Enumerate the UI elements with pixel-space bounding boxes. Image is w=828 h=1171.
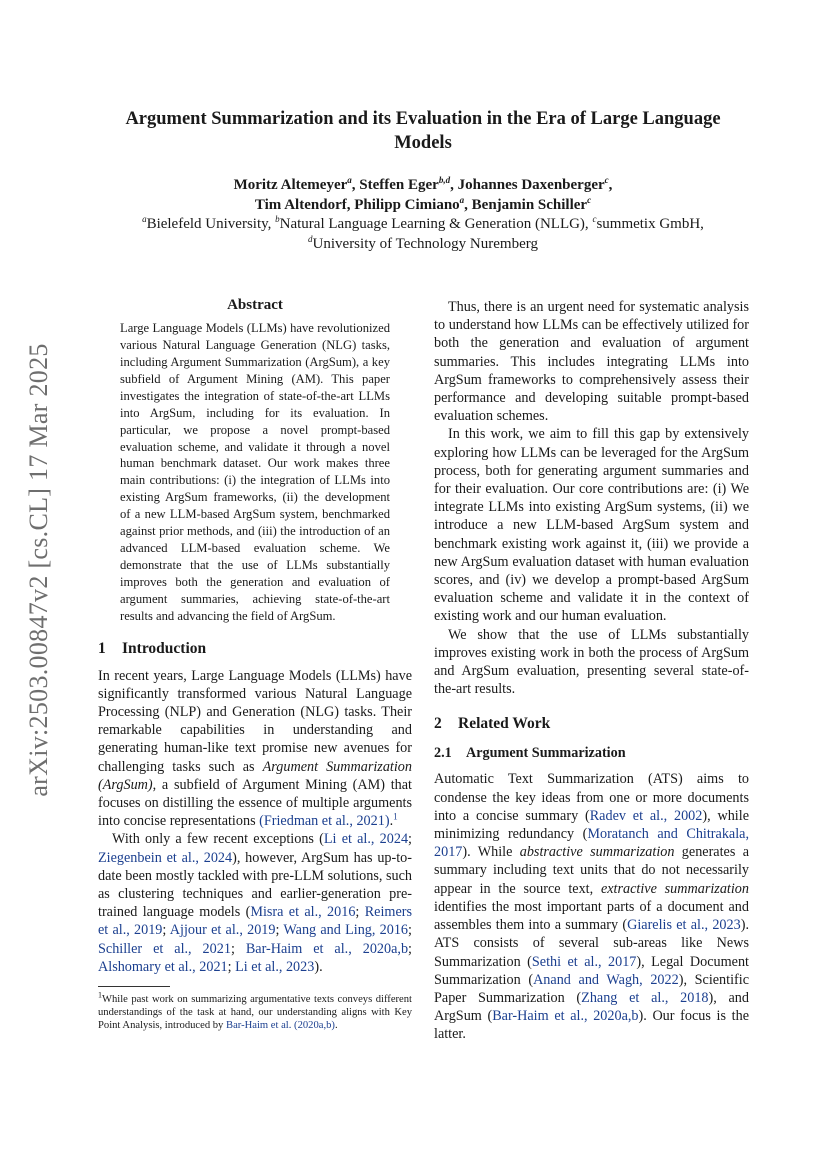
left-column [98, 296, 412, 1032]
citation-anand-wagh[interactable]: Anand and Wagh, 2022 [533, 971, 679, 988]
citation-ajjour[interactable]: Ajjour et al., 2019 [169, 922, 276, 939]
citation-moratanch[interactable]: Moratanch and Chitrakala, 2017 [434, 826, 749, 861]
section-introduction-heading: 1 Introduction [98, 639, 207, 657]
author-eger: , Steffen Eger [351, 177, 439, 193]
intro-paragraph-2: With only a few recent exceptions (Li et al., 2024; Ziegenbein et al., 2024), however, ArgSum has up-to-date been mostly tackled with pre-LLM solutions, such as clustering techniques and earlier-generation pre-trained language models (Misra et al., 2016; Reimers et al., 2019; Ajjour et al., 2019; Wang and Ling, 2016; Schiller et al., 2021; Bar-Haim et al., 2020a,b; Alshomary et al., 2021; Li et al., 2023). [98, 831, 412, 975]
paper-title: Argument Summarization and its Evaluation in the Era of Large Language Models [125, 109, 721, 153]
affiliations: $^a$Bielefeld University, $^b$Natural Language Learning & Generation (NLLG), $^c$summetix GmbH, $^d$University of Technology Nuremberg [142, 214, 704, 252]
citation-giarelis[interactable]: Giarelis et al., 2023 [627, 917, 741, 934]
citation-bar-haim-rw[interactable]: Bar-Haim et al., 2020a,b [492, 1008, 639, 1025]
citation-radev[interactable]: Radev et al., 2002 [589, 807, 703, 824]
citation-alshomary[interactable]: Alshomary et al., 2021 [98, 958, 228, 975]
author-list: Moritz Altemeyer$^a$, Steffen Eger$^{b,d}$, Johannes Daxenberger$^c$, Tim Altendorf, Philipp Cimiano$^a$, Benjamin Schiller$^c$ [233, 175, 613, 213]
abstract-heading: Abstract [227, 297, 283, 313]
right-column [434, 298, 749, 1044]
author-schiller: , Benjamin Schiller [464, 197, 588, 213]
author-daxenberger: , Johannes Daxenberger [450, 177, 605, 193]
footnote-marker[interactable]: 1 [393, 811, 398, 822]
arxiv-sidebar [20, 270, 58, 870]
citation-misra[interactable]: Misra et al., 2016 [250, 904, 356, 921]
right-paragraph-2: In this work, we aim to fill this gap by extensively exploring how LLMs can be leveraged for the ArgSum process, both for generating argument summaries and for their evaluation. Our core contributions are: (i) We integrate LLMs into existing ArgSum systems, (ii) we introduce a new LLM-based ArgSum system and benchmark existing work against it, (iii) we provide a new ArgSum evaluation dataset with human evaluation scores, and (iv) we develop a prompt-based ArgSum evaluation scheme and validate it in the context of existing work and our human evaluation. [434, 426, 749, 625]
right-paragraph-1: Thus, there is an urgent need for systematic analysis to understand how LLMs can be effectively utilized for both the generation and evaluation of argument summaries. This includes integrating LLMs into ArgSum frameworks to comprehensively assess their performance and developing suitable prompt-based evaluation schemes. [434, 299, 749, 425]
author-altendorf-cimiano: Tim Altendorf, Philipp Cimiano [254, 197, 460, 213]
author-altemeyer: Moritz Altemeyer [233, 177, 348, 193]
footnote-1: $^1$While past work on summarizing argumentative texts conveys different understandings of the task at hand, our understanding aligns with Key Point Analysis, introduced by Bar-Haim et al. (2020a,b). [98, 990, 412, 1031]
citation-li-2023[interactable]: Li et al., 2023 [235, 958, 315, 975]
subsection-argument-summarization-heading: 2.1 Argument Summarization [434, 745, 626, 762]
related-work-paragraph: Automatic Text Summarization (ATS) aims to condense the key ideas from one or more documents into a concise summary (Radev et al., 2002), while minimizing redundancy (Moratanch and Chitrakala, 2017). While abstractive summarization generates a summary including text units that do not necessarily appear in the source text, extractive summarization identifies the most important parts of a document and assembles them into a summary (Giarelis et al., 2023). ATS consists of several sub-areas like News Summarization (Sethi et al., 2017), Legal Document Summarization (Anand and Wagh, 2022), Scientific Paper Summarization (Zhang et al., 2018), and ArgSum (Bar-Haim et al., 2020a,b). Our focus is the latter. [434, 771, 750, 1043]
intro-paragraph-1: In recent years, Large Language Models (LLMs) have significantly transformed various Natural Language Processing (NLP) and Generation (NLG) tasks. Their remarkable capabilities in understanding and generating human-like text promise new avenues for challenging tasks such as Argument Summarization (ArgSum), a subfield of Argument Mining (AM) that focuses on distilling the essence of multiple arguments into concise representations (Friedman et al., 2021).$^1$ [98, 667, 412, 830]
footnote-divider [98, 986, 170, 987]
citation-friedman[interactable]: (Friedman et al., 2021) [259, 813, 390, 830]
arxiv-identifier: arXiv:2503.00847v2 [cs.CL] 17 Mar 2025 [24, 343, 53, 797]
citation-bar-haim[interactable]: Bar-Haim et al., 2020a,b [245, 940, 409, 957]
citation-schiller[interactable]: Schiller et al., 2021 [98, 940, 231, 957]
citation-ziegenbein[interactable]: Ziegenbein et al., 2024 [98, 849, 233, 866]
citation-bar-haim-footnote[interactable]: Bar-Haim et al. (2020a,b) [226, 1019, 335, 1031]
right-paragraph-3: We show that the use of LLMs substantially improves existing work in both the process of ArgSum and ArgSum evaluation, presenting several state-of-the-art results. [434, 626, 749, 698]
citation-wang-ling[interactable]: Wang and Ling, 2016 [283, 922, 409, 939]
citation-reimers[interactable]: Reimers et al., 2019 [98, 904, 412, 939]
abstract-text: Large Language Models (LLMs) have revolutionized various Natural Language Generation (NLG) tasks, including Argument Summarization (ArgSum), a key subfield of Argument Mining (AM). This paper investigates the integration of state-of-the-art LLMs into ArgSum, including for its evaluation. In particular, we propose a novel prompt-based evaluation scheme, and validate it through a novel human benchmark dataset. Our work makes three main contributions: (i) the integration of LLMs into existing ArgSum frameworks, (ii) the development of a new LLM-based ArgSum system, benchmarked against prior methods, and (iii) the introduction of an advanced LLM-based evaluation scheme. We demonstrate that the use of LLMs substantially improves both the generation and evaluation of argument summaries, achieving state-of-the-art results and advancing the field of ArgSum. [120, 321, 390, 623]
citation-li-2024[interactable]: Li et al., 2024 [323, 831, 409, 848]
section-related-work-heading: 2 Related Work [434, 715, 551, 733]
citation-zhang[interactable]: Zhang et al., 2018 [581, 989, 709, 1006]
citation-sethi[interactable]: Sethi et al., 2017 [531, 953, 637, 970]
